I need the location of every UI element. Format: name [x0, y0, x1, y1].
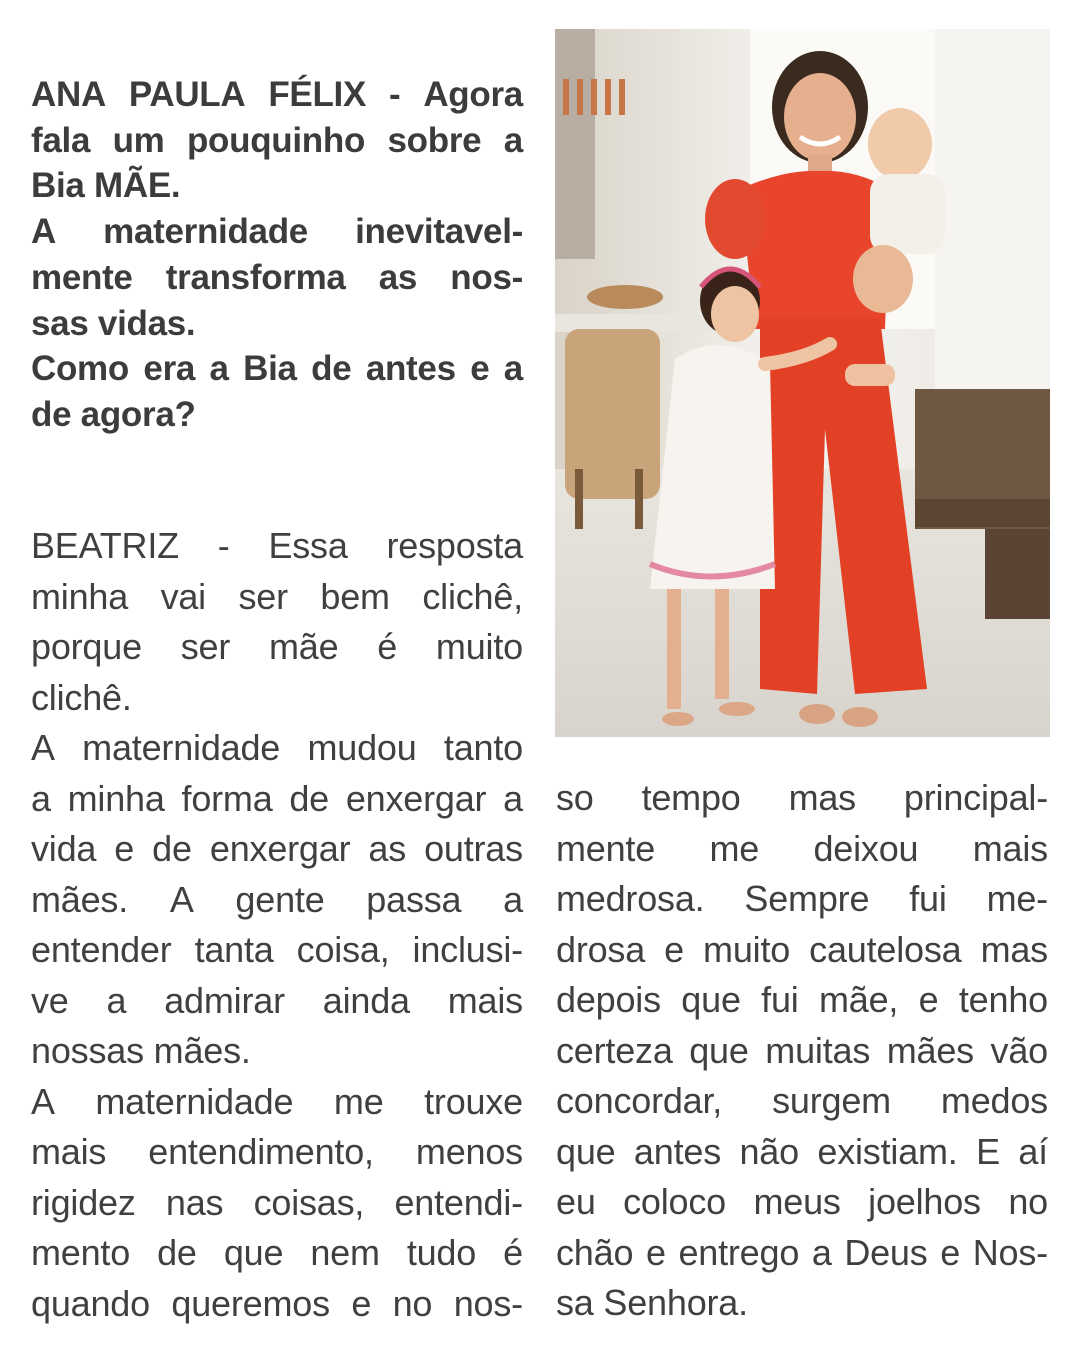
answer-right-word: medrosa. — [556, 878, 705, 919]
answer-left-line — [31, 626, 523, 667]
answer-left-word: outras — [424, 828, 523, 869]
answer-left-word: é — [377, 626, 398, 667]
answer-right-line — [556, 979, 1048, 1020]
answer-right-line — [556, 777, 1048, 818]
answer-left-line — [31, 727, 523, 768]
answer-left-word: mães. — [31, 878, 129, 920]
answer-right-word: E — [976, 1130, 1000, 1172]
answer-right-word: surgem — [772, 1080, 891, 1121]
question-word: um — [112, 120, 165, 160]
answer-right-line — [556, 1029, 1048, 1071]
answer-left-word: Essa — [268, 525, 348, 566]
answer-left-word: de — [157, 1232, 197, 1273]
answer-left-word: A — [31, 727, 55, 768]
question-line — [31, 212, 523, 252]
question-word: a — [503, 349, 523, 389]
answer-left-word: vai — [160, 575, 206, 617]
answer-left-word: e — [351, 1282, 372, 1324]
question-word: de agora? — [31, 394, 196, 434]
question-word: A — [31, 212, 56, 252]
answer-right-word: deixou — [813, 827, 919, 869]
answer-right-word: vão — [990, 1029, 1048, 1071]
question-word: sas vidas. — [31, 303, 196, 343]
answer-left-word: coisa, — [296, 929, 390, 970]
answer-right-word: e — [918, 979, 939, 1020]
answer-left-word: - — [217, 525, 230, 566]
question-word: de — [311, 349, 352, 389]
answer-left-word: enxergar — [345, 777, 487, 819]
answer-left-word: resposta — [386, 525, 523, 566]
answer-left-word: a — [106, 979, 127, 1021]
question-line — [31, 394, 523, 434]
question-word: ANA — [31, 75, 106, 114]
answer-right-line — [556, 1080, 1048, 1121]
answer-right-word: me — [709, 827, 760, 869]
answer-left-line — [31, 878, 523, 920]
answer-right-word: fui — [761, 979, 799, 1020]
answer-left-word: gente — [235, 878, 325, 920]
answer-right-word: chão — [556, 1231, 634, 1273]
answer-left-word: porque — [31, 626, 142, 667]
question-line — [31, 303, 523, 343]
answer-left-line — [31, 1030, 523, 1071]
answer-left-word: A — [31, 1080, 55, 1122]
answer-right-word: eu — [556, 1181, 596, 1222]
answer-right-word: coloco — [623, 1181, 726, 1222]
question-line — [31, 349, 523, 389]
answer-left-line — [31, 777, 523, 819]
answer-left-line — [31, 1181, 523, 1223]
answer-left-word: mais — [447, 979, 523, 1021]
answer-right-word: joelhos — [868, 1181, 981, 1222]
answer-left-word: entender — [31, 929, 172, 970]
answer-left-word: clichê, — [422, 575, 523, 617]
answer-right-word: so — [556, 777, 594, 818]
answer-right-line — [556, 827, 1048, 869]
answer-right-word: mãe, — [819, 979, 899, 1020]
answer-left-line — [31, 676, 523, 718]
answer-right-word: entrego — [678, 1231, 800, 1273]
answer-left-word: minha — [67, 777, 165, 819]
answer-right-word: concordar, — [556, 1080, 723, 1121]
question-word: e — [470, 349, 490, 389]
answer-right-line — [556, 928, 1048, 970]
answer-left-line — [31, 979, 523, 1021]
answer-right-word: existiam. — [817, 1130, 958, 1172]
answer-left-word: de — [152, 828, 192, 869]
answer-right-line — [556, 878, 1048, 919]
question-word: fala — [31, 120, 91, 160]
answer-right-word: aí — [1018, 1130, 1048, 1172]
answer-left-word: é — [503, 1232, 523, 1273]
question-word: as — [378, 257, 418, 297]
answer-left-word: mais — [31, 1131, 107, 1172]
question-word: pouquinho — [186, 120, 366, 160]
answer-right-word: a — [811, 1231, 832, 1273]
answer-left-word: as — [368, 828, 407, 869]
answer-left-word: clichê. — [31, 676, 132, 718]
answer-left-line — [31, 525, 523, 566]
question-word: Agora — [423, 75, 523, 114]
question-line — [31, 77, 523, 112]
answer-right-word: mente — [556, 827, 656, 869]
answer-left-word: quando — [31, 1282, 150, 1324]
answer-left-word: mãe — [268, 626, 339, 667]
answer-right-word: e — [645, 1231, 666, 1273]
answer-left-line — [31, 575, 523, 617]
answer-right-word: mas — [788, 777, 856, 818]
answer-right-word: e — [664, 928, 684, 970]
answer-right-word: Deus — [844, 1231, 928, 1273]
answer-left-word: BEATRIZ — [31, 525, 179, 566]
answer-left-word: entendi- — [394, 1181, 523, 1223]
answer-right-word: tenho — [958, 979, 1048, 1020]
answer-left-word: vida — [31, 828, 97, 869]
answer-right-word: não — [739, 1130, 799, 1172]
answer-left-word: ainda — [322, 979, 410, 1021]
question-word: a — [209, 349, 229, 389]
answer-right-word: que — [689, 1029, 749, 1071]
answer-right-word: cautelosa — [809, 928, 962, 970]
answer-left-word: A — [169, 878, 194, 920]
answer-right-word: me- — [986, 878, 1048, 919]
answer-right-word: no — [1008, 1181, 1048, 1222]
answer-left-word: a — [503, 878, 523, 920]
answer-left-line — [31, 929, 523, 970]
answer-right-line — [556, 1130, 1048, 1172]
answer-right-word: tempo — [641, 777, 741, 818]
answer-left-line — [31, 1080, 523, 1122]
question-word: Bia MÃE. — [31, 166, 181, 206]
answer-left-word: que — [223, 1232, 284, 1273]
question-word: sobre — [387, 120, 482, 160]
answer-left-word: e — [114, 828, 135, 869]
question-word: PAULA — [128, 75, 246, 114]
answer-left-word: nem — [310, 1232, 380, 1273]
answer-left-word: ve — [31, 979, 69, 1021]
answer-right-word: mais — [972, 827, 1048, 869]
answer-left-word: ser — [238, 575, 288, 617]
answer-left-word: no — [392, 1282, 433, 1324]
question-word: a — [503, 120, 523, 160]
answer-left-word: tudo — [406, 1232, 477, 1273]
question-word: antes — [365, 349, 456, 389]
answer-right-word: Sempre — [744, 878, 870, 919]
answer-left-word: minha — [31, 575, 129, 617]
question-word: era — [143, 349, 196, 389]
question-word: Bia — [243, 349, 297, 389]
answer-right-word: muitas — [765, 1029, 871, 1071]
answer-left-word: me — [333, 1080, 384, 1122]
question-word: FÉLIX — [268, 75, 367, 114]
answer-left-word: forma — [181, 777, 273, 819]
answer-left-word: trouxe — [424, 1080, 523, 1122]
answer-left-word: nossas mães. — [31, 1030, 251, 1071]
question-word: transforma — [165, 257, 346, 297]
question-word: Como — [31, 349, 129, 389]
answer-right-word: antes — [633, 1130, 721, 1172]
answer-right-word: meus — [753, 1181, 841, 1222]
answer-right-word: que — [556, 1130, 616, 1172]
answer-left-word: maternidade — [82, 727, 281, 768]
answer-left-line — [31, 1232, 523, 1273]
answer-right-word: e — [940, 1231, 961, 1273]
answer-right-line — [556, 1181, 1048, 1222]
answer-left-word: mento — [31, 1232, 131, 1273]
answer-left-word: rigidez — [31, 1181, 136, 1223]
answer-left-word: ser — [180, 626, 231, 667]
answer-right-word: mas — [980, 928, 1048, 970]
answer-right-line — [556, 1282, 1048, 1323]
answer-left-word: tanto — [443, 727, 523, 768]
answer-left-word: de — [289, 777, 330, 819]
answer-left-word: muito — [435, 626, 523, 667]
answer-left-word: a — [31, 777, 51, 819]
answer-right-word: mães — [886, 1029, 974, 1071]
answer-left-word: coisas, — [253, 1181, 365, 1223]
answer-left-word: bem — [320, 575, 390, 617]
answer-right-word: principal- — [903, 777, 1048, 818]
answer-right-word: depois — [556, 979, 661, 1020]
question-word: inevitavel- — [355, 212, 523, 252]
family-portrait-photo — [555, 29, 1050, 737]
answer-left-word: passa — [366, 878, 462, 920]
answer-left-line — [31, 1282, 523, 1324]
question-line — [31, 166, 523, 206]
question-word: mente — [31, 257, 133, 297]
answer-left-word: menos — [415, 1131, 523, 1172]
answer-right-word: que — [681, 979, 741, 1020]
answer-left-word: nos- — [453, 1282, 523, 1324]
answer-left-line — [31, 1131, 523, 1172]
answer-right-line — [556, 1231, 1048, 1273]
answer-right-word: certeza — [556, 1029, 673, 1071]
question-word: maternidade — [103, 212, 308, 252]
answer-left-word: entendimento, — [148, 1131, 374, 1172]
answer-left-word: admirar — [164, 979, 285, 1021]
answer-right-word: muito — [703, 928, 791, 970]
answer-left-word: maternidade — [95, 1080, 294, 1122]
answer-left-word: nas — [165, 1181, 224, 1223]
answer-right-word: fui — [909, 878, 947, 919]
answer-right-word: medos — [940, 1080, 1048, 1121]
answer-right-word: drosa — [556, 928, 646, 970]
answer-right-word: Nos- — [972, 1231, 1048, 1273]
answer-left-word: tanta — [194, 929, 274, 970]
answer-right-word: sa Senhora. — [556, 1282, 748, 1323]
question-line — [31, 120, 523, 160]
question-word: - — [389, 75, 401, 114]
answer-left-word: enxergar — [209, 828, 351, 869]
answer-left-word: queremos — [171, 1282, 330, 1324]
answer-left-word: inclusi- — [412, 929, 523, 970]
answer-left-word: mudou — [307, 727, 417, 768]
question-line — [31, 257, 523, 297]
answer-left-word: a — [503, 777, 523, 819]
question-word: nos- — [450, 257, 523, 297]
answer-left-line — [31, 828, 523, 869]
